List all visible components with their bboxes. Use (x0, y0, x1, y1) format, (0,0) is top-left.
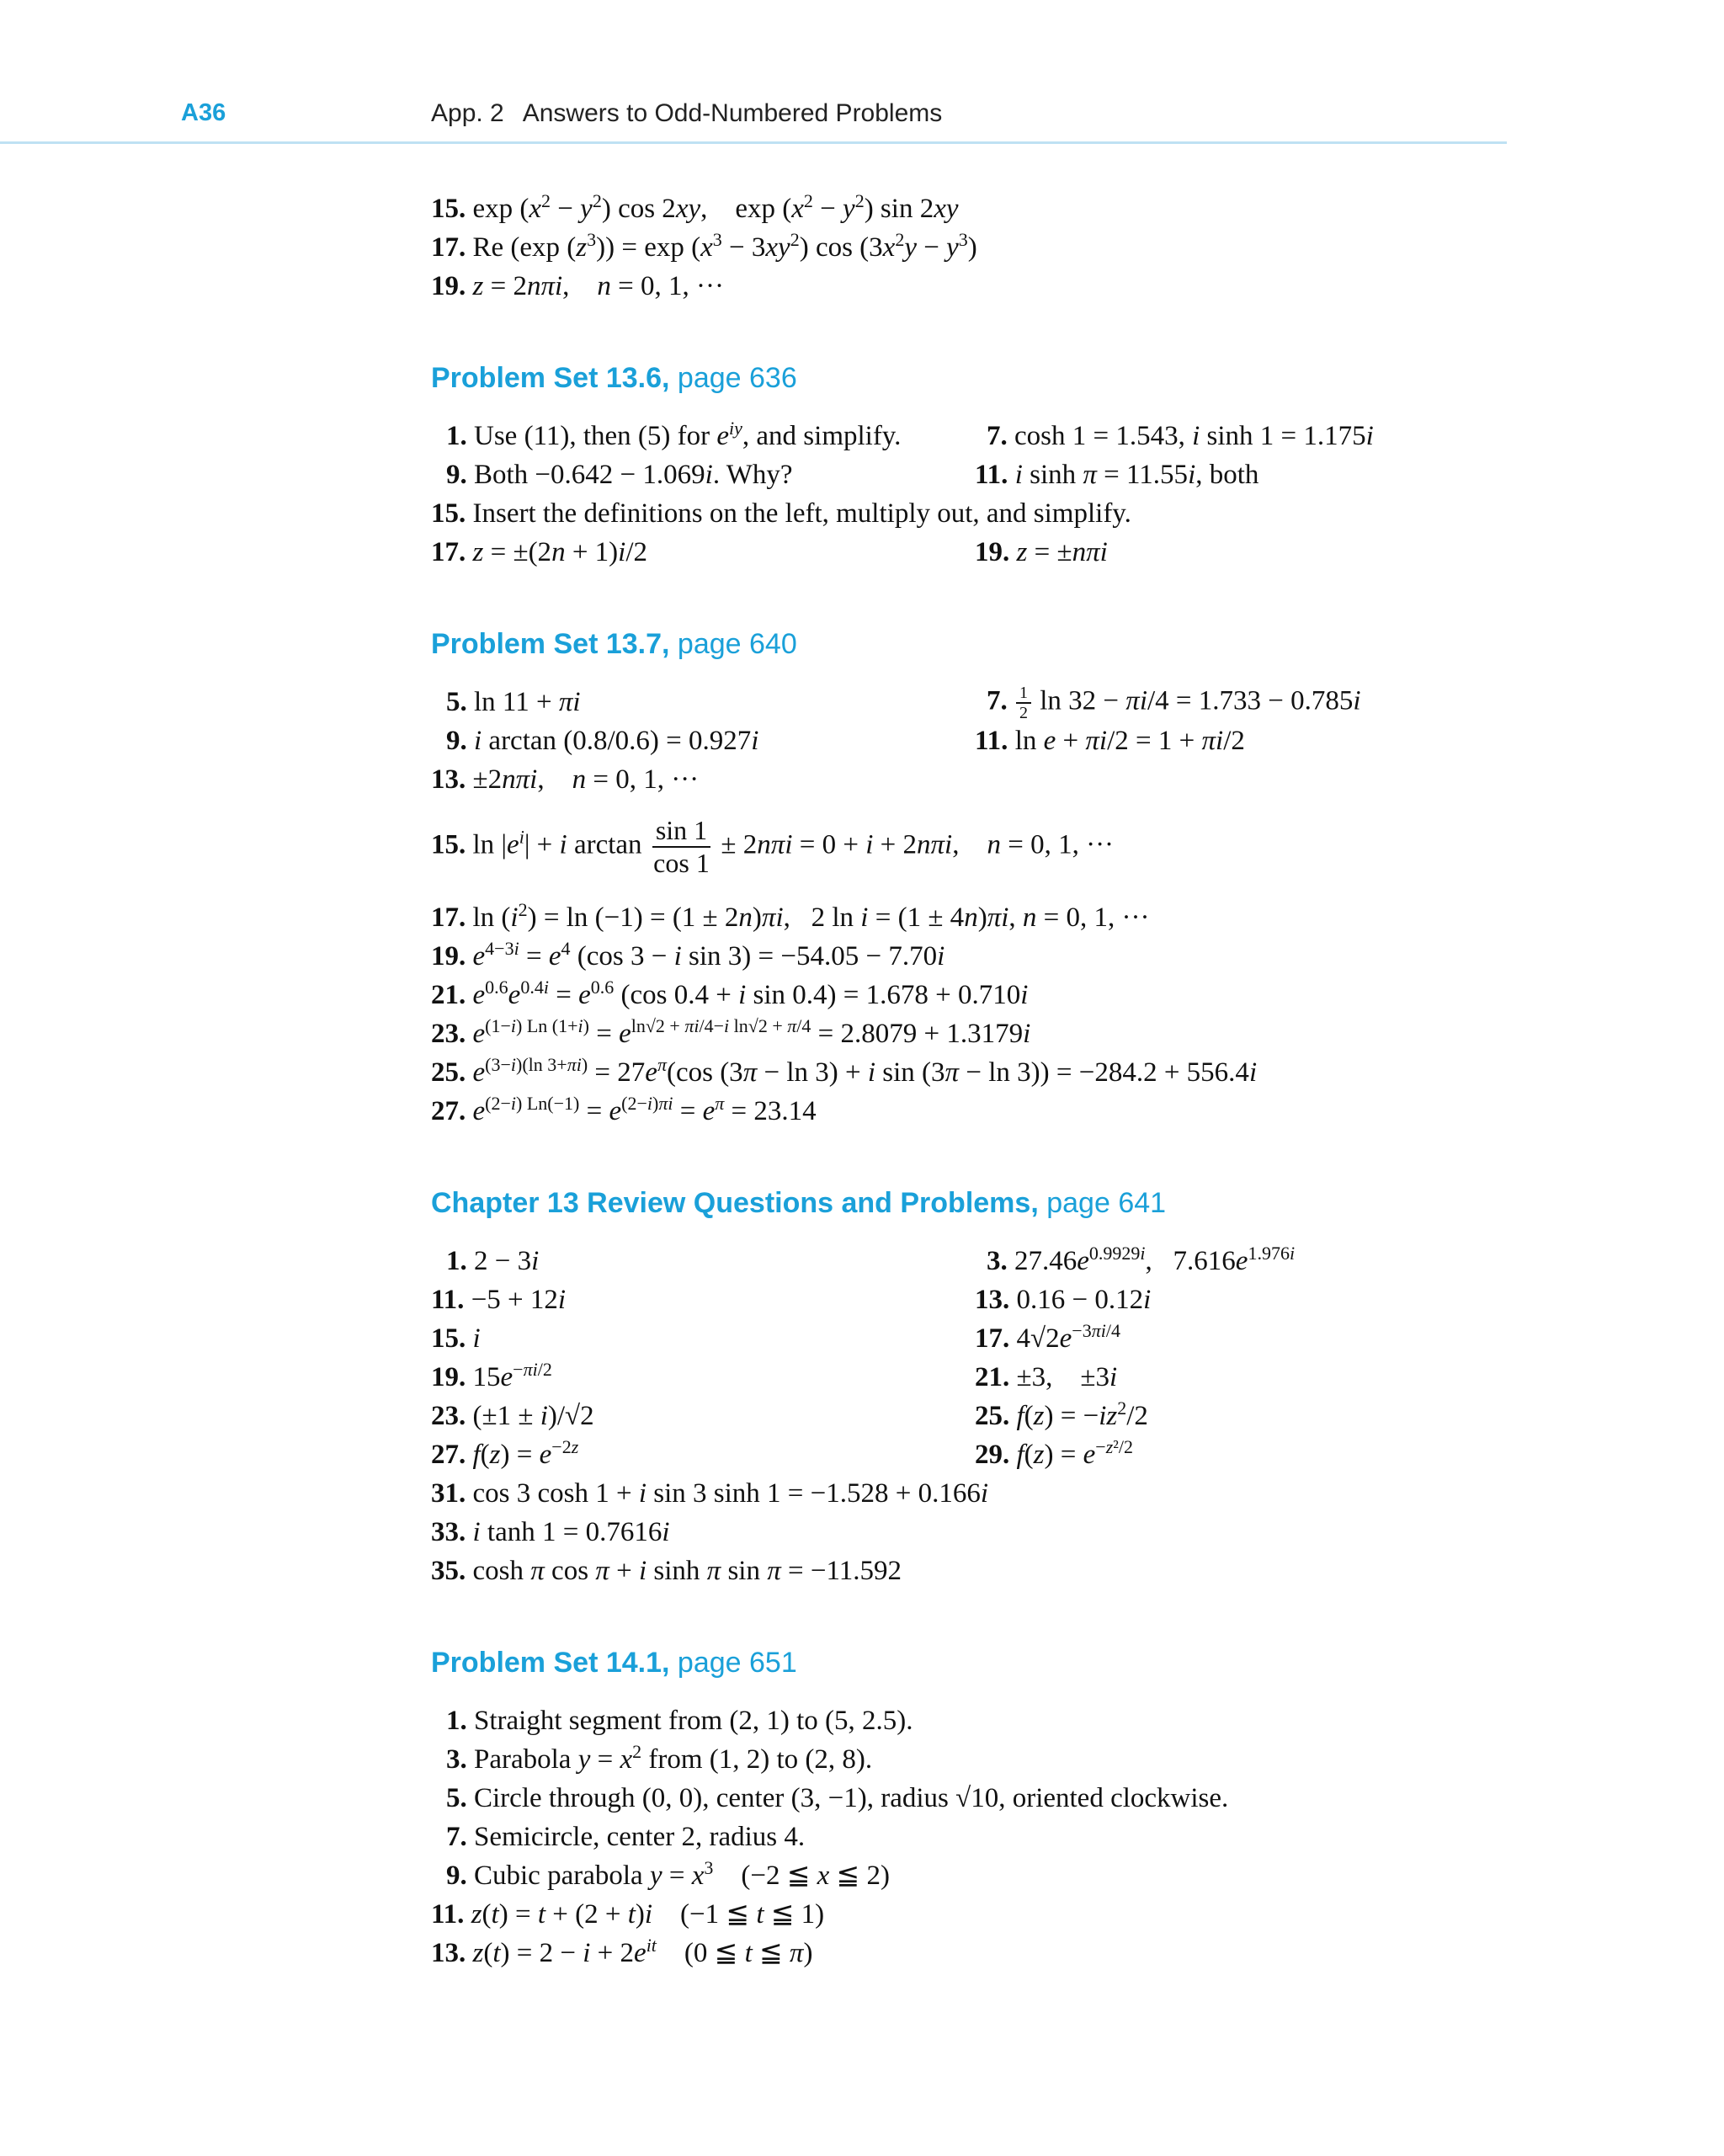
answer-27: 27. $e^{(2-i) Ln(-1)} = e^{(2-i)\pi i} = e^\pi = 23.14$ (431, 1093, 817, 1126)
section-heading: Problem Set 13.7, page 640 (431, 628, 797, 660)
answer-33: 33. i tanh 1 = 0.7616i (431, 1517, 670, 1547)
answer-19: 19. z = 2nπi, n = 0, 1, ··· (431, 271, 725, 301)
answer-29: 29. $f(z) = e^{-z^2/2}$ (975, 1436, 1133, 1470)
answer-9: 9. Cubic parabola $y = x^3$ (−2 ≦ x ≦ 2) (446, 1857, 890, 1891)
answer-15: 15. $\exp (x^2 - y^2)$ cos 2xy, $\exp (x^2 - y^2)$ sin 2xy (431, 190, 959, 224)
section-heading: Problem Set 14.1, page 651 (431, 1647, 797, 1679)
appendix-title: Answers to Odd-Numbered Problems (522, 99, 943, 127)
answer-23: 23. $e^{(1-i) Ln (1+i)} = e^{ln√2 + \pi i/4-i ln√2 + \pi/4} = 2.8079 + 1.3179i$ (431, 1015, 1031, 1049)
answer-27: 27. $f(z) = e^{-2z}$ (431, 1436, 579, 1470)
answer-5: 5. ln 11 + πi (446, 687, 581, 717)
answer-13: 13. 0.16 − 0.12i (975, 1285, 1152, 1315)
answer-7: 7. cosh 1 = 1.543, i sinh 1 = 1.175i (987, 421, 1374, 451)
section-heading: Chapter 13 Review Questions and Problems, page 641 (431, 1187, 1167, 1219)
answer-17: 17. $4√2e^{-3\pi i/4}$ (975, 1320, 1120, 1354)
answer-19: 19. z = ±nπi (975, 537, 1108, 567)
answer-23: 23. (±1 ± i)/√2 (431, 1401, 594, 1431)
answer-17: 17. $\ln (i^2) = \ln (-1) = (1 \pm 2n)\pi i$, 2 ln i = (1 ± 4n)πi, n = 0, 1, ··· (431, 899, 1150, 933)
running-header (0, 99, 1507, 144)
answer-11: 11. z(t) = t + (2 + t)i (−1 ≦ t ≦ 1) (431, 1899, 825, 1930)
answer-17: 17. Re (exp $(z^3)) = \exp (x^3 - 3xy^2)$ $\cos (3x^2y - y^3)$ (431, 229, 977, 263)
answer-15: 15. $\ln |e^i| + i$ arctan $\frac{\sin 1}{\cos 1}$ ± 2nπi = 0 + i + 2nπi, n = 0, 1, ··· (431, 815, 1115, 878)
answer-35: 35. cosh π cos π + i sinh π sin π = −11.592 (431, 1556, 902, 1586)
running-title (431, 99, 942, 128)
answer-7: 7. Semicircle, center 2, radius 4. (446, 1822, 806, 1852)
answer-7: 7. $\frac{1}{2}$ ln 32 − πi/4 = 1.733 − 0.785i (987, 684, 1361, 722)
answer-25: 25. $f(z) = -iz^2/2$ (975, 1397, 1148, 1431)
answer-13: 13. $z(t) = 2 - i + 2e^{it}$ (0 ≦ t ≦ π) (431, 1935, 813, 1968)
answer-21: 21. ±3, ±3i (975, 1362, 1118, 1392)
answer-11: 11. −5 + 12i (431, 1285, 567, 1315)
answer-15: 15. Insert the definitions on the left, multiply out, and simplify. (431, 498, 1131, 529)
answer-19: 19. $15e^{-\pi i/2}$ (431, 1359, 552, 1392)
answer-25: 25. $e^{(3-i)(ln 3+\pi i)} = 27e^\pi(\cos$ (3π − ln 3) + i sin (3π − ln 3)) = −284.2 + 556.4i (431, 1054, 1258, 1088)
answer-15: 15. i (431, 1323, 481, 1354)
appendix-label: App. 2 (431, 99, 504, 127)
section-heading: Problem Set 13.6, page 636 (431, 362, 797, 394)
answer-21: 21. $e^{0.6}e^{0.4i} = e^{0.6}$ (cos 0.4 + i sin 0.4) = 1.678 + 0.710i (431, 977, 1029, 1010)
answer-13: 13. ±2nπi, n = 0, 1, ··· (431, 764, 700, 795)
answer-3: 3. Parabola $y = x^2$ from (1, 2) to (2, 8). (446, 1741, 873, 1775)
answer-17: 17. z = ±(2n + 1)i/2 (431, 537, 648, 567)
answer-11: 11. i sinh π = 11.55i, both (975, 460, 1259, 490)
answer-5: 5. Circle through (0, 0), center (3, −1), radius √10, oriented clockwise. (446, 1783, 1229, 1813)
answer-9: 9. i arctan (0.8/0.6) = 0.927i (446, 726, 759, 756)
answer-1: 1. Use (11), then (5) for $e^{iy}$, and simplify. (446, 418, 902, 451)
answer-31: 31. cos 3 cosh 1 + i sin 3 sinh 1 = −1.528 + 0.166i (431, 1478, 989, 1509)
answer-1: 1. 2 − 3i (446, 1246, 540, 1276)
answer-19: 19. $e^{4-3i} = e^4$ (cos 3 − i sin 3) = −54.05 − 7.70i (431, 938, 945, 972)
answer-1: 1. Straight segment from (2, 1) to (5, 2.5). (446, 1706, 913, 1736)
answer-9: 9. Both −0.642 − 1.069i. Why? (446, 460, 793, 490)
page-number: A36 (181, 99, 226, 126)
answer-11: 11. ln e + πi/2 = 1 + πi/2 (975, 726, 1245, 756)
answer-3: 3. $27.46e^{0.9929i}$, $7.616e^{1.976i}$ (987, 1243, 1296, 1276)
